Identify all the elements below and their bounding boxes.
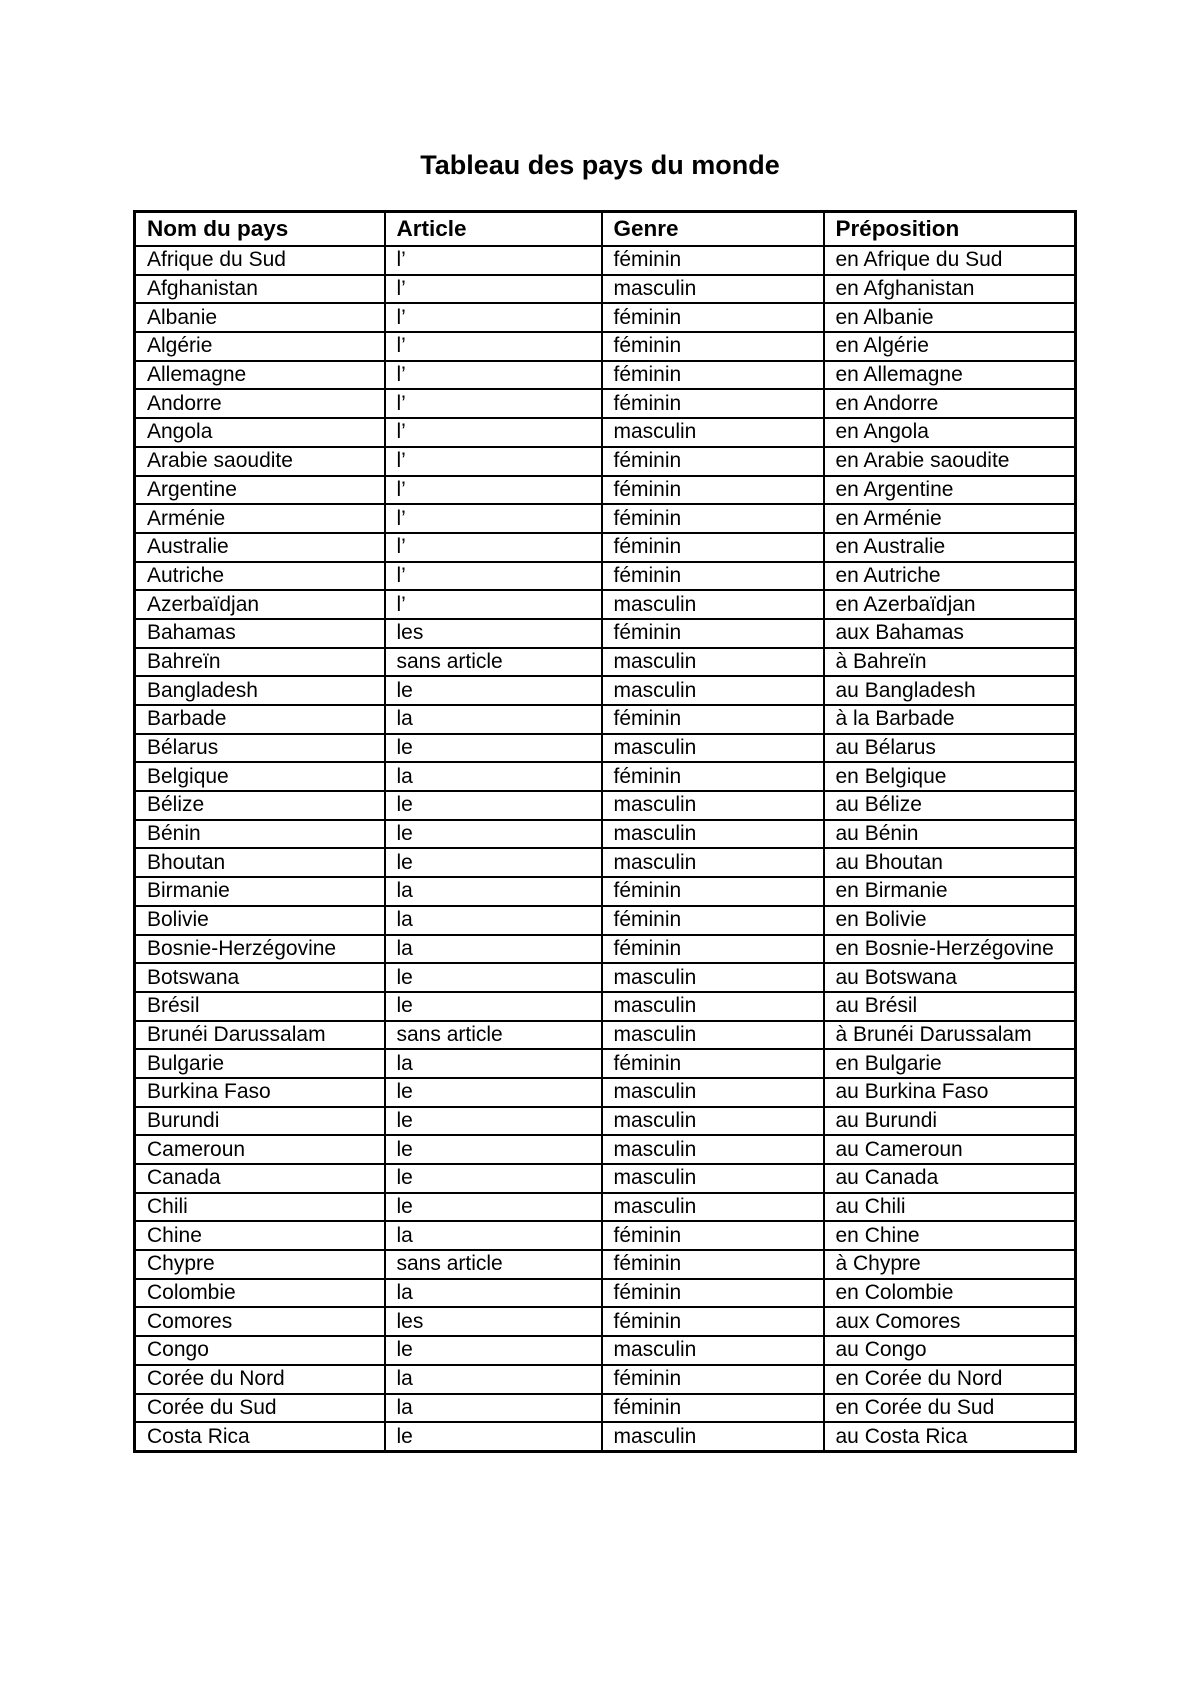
article-cell: l’ bbox=[385, 361, 602, 390]
article-cell: les bbox=[385, 619, 602, 648]
table-row bbox=[135, 476, 1076, 505]
preposition-cell: en Chine bbox=[824, 1221, 1076, 1250]
article-cell: le bbox=[385, 1422, 602, 1451]
table-row bbox=[135, 1279, 1076, 1308]
table-row bbox=[135, 734, 1076, 763]
country-name-cell: Argentine bbox=[135, 476, 385, 505]
header-preposition: Préposition bbox=[824, 212, 1076, 247]
preposition-cell: en Afrique du Sud bbox=[824, 246, 1076, 275]
gender-cell: masculin bbox=[602, 418, 824, 447]
document-title: Tableau des pays du monde bbox=[420, 150, 780, 180]
gender-cell: masculin bbox=[602, 648, 824, 677]
gender-cell: féminin bbox=[602, 1250, 824, 1279]
country-name-cell: Bénin bbox=[135, 820, 385, 849]
gender-cell: féminin bbox=[602, 504, 824, 533]
preposition-cell: en Azerbaïdjan bbox=[824, 590, 1076, 619]
gender-cell: féminin bbox=[602, 935, 824, 964]
gender-cell: masculin bbox=[602, 1107, 824, 1136]
table-row bbox=[135, 275, 1076, 304]
gender-cell: féminin bbox=[602, 332, 824, 361]
preposition-cell: aux Comores bbox=[824, 1307, 1076, 1336]
article-cell: le bbox=[385, 1193, 602, 1222]
preposition-cell: au Canada bbox=[824, 1164, 1076, 1193]
country-name-cell: Chine bbox=[135, 1221, 385, 1250]
article-cell: le bbox=[385, 848, 602, 877]
preposition-cell: au Bénin bbox=[824, 820, 1076, 849]
gender-cell: masculin bbox=[602, 1422, 824, 1451]
preposition-cell: au Burundi bbox=[824, 1107, 1076, 1136]
table-row bbox=[135, 303, 1076, 332]
gender-cell: féminin bbox=[602, 877, 824, 906]
preposition-cell: au Burkina Faso bbox=[824, 1078, 1076, 1107]
gender-cell: masculin bbox=[602, 1021, 824, 1050]
gender-cell: masculin bbox=[602, 590, 824, 619]
country-name-cell: Bolivie bbox=[135, 906, 385, 935]
gender-cell: féminin bbox=[602, 906, 824, 935]
article-cell: le bbox=[385, 1135, 602, 1164]
table-row bbox=[135, 1078, 1076, 1107]
preposition-cell: aux Bahamas bbox=[824, 619, 1076, 648]
country-name-cell: Albanie bbox=[135, 303, 385, 332]
article-cell: l’ bbox=[385, 447, 602, 476]
table-row bbox=[135, 1250, 1076, 1279]
country-name-cell: Colombie bbox=[135, 1279, 385, 1308]
table-row bbox=[135, 1193, 1076, 1222]
table-row bbox=[135, 1422, 1076, 1451]
gender-cell: féminin bbox=[602, 447, 824, 476]
article-cell: la bbox=[385, 705, 602, 734]
preposition-cell: en Bosnie-Herzégovine bbox=[824, 935, 1076, 964]
gender-cell: féminin bbox=[602, 1394, 824, 1423]
table-body bbox=[135, 246, 1076, 1451]
table-row bbox=[135, 533, 1076, 562]
country-name-cell: Belgique bbox=[135, 762, 385, 791]
gender-cell: masculin bbox=[602, 992, 824, 1021]
country-name-cell: Bosnie-Herzégovine bbox=[135, 935, 385, 964]
article-cell: le bbox=[385, 791, 602, 820]
article-cell: la bbox=[385, 1049, 602, 1078]
country-name-cell: Bhoutan bbox=[135, 848, 385, 877]
article-cell: l’ bbox=[385, 418, 602, 447]
preposition-cell: au Congo bbox=[824, 1336, 1076, 1365]
table-row bbox=[135, 590, 1076, 619]
preposition-cell: au Bélarus bbox=[824, 734, 1076, 763]
table-row bbox=[135, 1135, 1076, 1164]
gender-cell: masculin bbox=[602, 1078, 824, 1107]
gender-cell: féminin bbox=[602, 562, 824, 591]
country-name-cell: Corée du Sud bbox=[135, 1394, 385, 1423]
country-name-cell: Azerbaïdjan bbox=[135, 590, 385, 619]
article-cell: le bbox=[385, 820, 602, 849]
article-cell: sans article bbox=[385, 1021, 602, 1050]
preposition-cell: à Chypre bbox=[824, 1250, 1076, 1279]
preposition-cell: en Arabie saoudite bbox=[824, 447, 1076, 476]
preposition-cell: en Corée du Nord bbox=[824, 1365, 1076, 1394]
table-row bbox=[135, 648, 1076, 677]
preposition-cell: en Australie bbox=[824, 533, 1076, 562]
gender-cell: masculin bbox=[602, 275, 824, 304]
countries-table bbox=[133, 210, 1077, 1453]
article-cell: le bbox=[385, 734, 602, 763]
article-cell: l’ bbox=[385, 562, 602, 591]
table-row bbox=[135, 619, 1076, 648]
country-name-cell: Bahreïn bbox=[135, 648, 385, 677]
preposition-cell: en Bulgarie bbox=[824, 1049, 1076, 1078]
gender-cell: masculin bbox=[602, 820, 824, 849]
article-cell: le bbox=[385, 676, 602, 705]
article-cell: la bbox=[385, 762, 602, 791]
country-name-cell: Algérie bbox=[135, 332, 385, 361]
preposition-cell: en Arménie bbox=[824, 504, 1076, 533]
table-row bbox=[135, 676, 1076, 705]
gender-cell: masculin bbox=[602, 734, 824, 763]
gender-cell: féminin bbox=[602, 619, 824, 648]
gender-cell: féminin bbox=[602, 1049, 824, 1078]
country-name-cell: Angola bbox=[135, 418, 385, 447]
article-cell: l’ bbox=[385, 389, 602, 418]
table-row bbox=[135, 820, 1076, 849]
preposition-cell: au Bhoutan bbox=[824, 848, 1076, 877]
gender-cell: féminin bbox=[602, 1279, 824, 1308]
preposition-cell: en Algérie bbox=[824, 332, 1076, 361]
gender-cell: masculin bbox=[602, 848, 824, 877]
article-cell: le bbox=[385, 1336, 602, 1365]
preposition-cell: en Birmanie bbox=[824, 877, 1076, 906]
article-cell: la bbox=[385, 1394, 602, 1423]
header-gender: Genre bbox=[602, 212, 824, 247]
country-name-cell: Chypre bbox=[135, 1250, 385, 1279]
article-cell: l’ bbox=[385, 533, 602, 562]
table-row bbox=[135, 246, 1076, 275]
table-row bbox=[135, 332, 1076, 361]
country-name-cell: Arménie bbox=[135, 504, 385, 533]
table-row bbox=[135, 762, 1076, 791]
article-cell: les bbox=[385, 1307, 602, 1336]
country-name-cell: Corée du Nord bbox=[135, 1365, 385, 1394]
country-name-cell: Bélarus bbox=[135, 734, 385, 763]
table-row bbox=[135, 361, 1076, 390]
gender-cell: féminin bbox=[602, 476, 824, 505]
gender-cell: masculin bbox=[602, 791, 824, 820]
country-name-cell: Afrique du Sud bbox=[135, 246, 385, 275]
header-country-name: Nom du pays bbox=[135, 212, 385, 247]
preposition-cell: en Argentine bbox=[824, 476, 1076, 505]
preposition-cell: au Chili bbox=[824, 1193, 1076, 1222]
country-name-cell: Andorre bbox=[135, 389, 385, 418]
country-name-cell: Bangladesh bbox=[135, 676, 385, 705]
country-name-cell: Comores bbox=[135, 1307, 385, 1336]
preposition-cell: à la Barbade bbox=[824, 705, 1076, 734]
gender-cell: féminin bbox=[602, 246, 824, 275]
country-name-cell: Costa Rica bbox=[135, 1422, 385, 1451]
article-cell: le bbox=[385, 1078, 602, 1107]
gender-cell: masculin bbox=[602, 1336, 824, 1365]
table-row bbox=[135, 963, 1076, 992]
country-name-cell: Allemagne bbox=[135, 361, 385, 390]
country-name-cell: Australie bbox=[135, 533, 385, 562]
table-row bbox=[135, 935, 1076, 964]
article-cell: l’ bbox=[385, 303, 602, 332]
table-header-row bbox=[135, 212, 1076, 247]
table-row bbox=[135, 1336, 1076, 1365]
table-row bbox=[135, 1221, 1076, 1250]
preposition-cell: en Corée du Sud bbox=[824, 1394, 1076, 1423]
table-row bbox=[135, 1021, 1076, 1050]
table-row bbox=[135, 389, 1076, 418]
country-name-cell: Bulgarie bbox=[135, 1049, 385, 1078]
preposition-cell: en Angola bbox=[824, 418, 1076, 447]
preposition-cell: au Costa Rica bbox=[824, 1422, 1076, 1451]
preposition-cell: à Bahreïn bbox=[824, 648, 1076, 677]
gender-cell: féminin bbox=[602, 533, 824, 562]
preposition-cell: au Bélize bbox=[824, 791, 1076, 820]
gender-cell: féminin bbox=[602, 303, 824, 332]
article-cell: le bbox=[385, 1164, 602, 1193]
article-cell: l’ bbox=[385, 476, 602, 505]
gender-cell: masculin bbox=[602, 676, 824, 705]
gender-cell: masculin bbox=[602, 1135, 824, 1164]
article-cell: sans article bbox=[385, 648, 602, 677]
country-name-cell: Botswana bbox=[135, 963, 385, 992]
country-name-cell: Burundi bbox=[135, 1107, 385, 1136]
table-row bbox=[135, 447, 1076, 476]
table-row bbox=[135, 848, 1076, 877]
gender-cell: masculin bbox=[602, 963, 824, 992]
preposition-cell: en Andorre bbox=[824, 389, 1076, 418]
table-row bbox=[135, 1307, 1076, 1336]
gender-cell: masculin bbox=[602, 1164, 824, 1193]
preposition-cell: en Belgique bbox=[824, 762, 1076, 791]
table-row bbox=[135, 418, 1076, 447]
gender-cell: féminin bbox=[602, 389, 824, 418]
header-article: Article bbox=[385, 212, 602, 247]
article-cell: l’ bbox=[385, 332, 602, 361]
country-name-cell: Chili bbox=[135, 1193, 385, 1222]
table-row bbox=[135, 1049, 1076, 1078]
preposition-cell: en Allemagne bbox=[824, 361, 1076, 390]
country-name-cell: Canada bbox=[135, 1164, 385, 1193]
article-cell: l’ bbox=[385, 246, 602, 275]
article-cell: le bbox=[385, 992, 602, 1021]
table-row bbox=[135, 906, 1076, 935]
country-name-cell: Brésil bbox=[135, 992, 385, 1021]
gender-cell: féminin bbox=[602, 1307, 824, 1336]
article-cell: l’ bbox=[385, 504, 602, 533]
article-cell: sans article bbox=[385, 1250, 602, 1279]
preposition-cell: au Brésil bbox=[824, 992, 1076, 1021]
country-name-cell: Brunéi Darussalam bbox=[135, 1021, 385, 1050]
gender-cell: féminin bbox=[602, 762, 824, 791]
country-name-cell: Congo bbox=[135, 1336, 385, 1365]
preposition-cell: en Autriche bbox=[824, 562, 1076, 591]
preposition-cell: en Albanie bbox=[824, 303, 1076, 332]
article-cell: le bbox=[385, 1107, 602, 1136]
country-name-cell: Bélize bbox=[135, 791, 385, 820]
gender-cell: féminin bbox=[602, 361, 824, 390]
table-row bbox=[135, 992, 1076, 1021]
table-row bbox=[135, 1164, 1076, 1193]
table-row bbox=[135, 877, 1076, 906]
table-row bbox=[135, 1394, 1076, 1423]
article-cell: l’ bbox=[385, 275, 602, 304]
article-cell: la bbox=[385, 877, 602, 906]
article-cell: la bbox=[385, 1365, 602, 1394]
article-cell: la bbox=[385, 906, 602, 935]
preposition-cell: au Botswana bbox=[824, 963, 1076, 992]
country-name-cell: Afghanistan bbox=[135, 275, 385, 304]
article-cell: l’ bbox=[385, 590, 602, 619]
country-name-cell: Autriche bbox=[135, 562, 385, 591]
country-name-cell: Barbade bbox=[135, 705, 385, 734]
article-cell: la bbox=[385, 1279, 602, 1308]
table-row bbox=[135, 504, 1076, 533]
country-name-cell: Arabie saoudite bbox=[135, 447, 385, 476]
preposition-cell: en Colombie bbox=[824, 1279, 1076, 1308]
preposition-cell: au Bangladesh bbox=[824, 676, 1076, 705]
gender-cell: féminin bbox=[602, 1365, 824, 1394]
country-name-cell: Burkina Faso bbox=[135, 1078, 385, 1107]
preposition-cell: en Afghanistan bbox=[824, 275, 1076, 304]
table-row bbox=[135, 791, 1076, 820]
article-cell: le bbox=[385, 963, 602, 992]
table-row bbox=[135, 705, 1076, 734]
country-name-cell: Bahamas bbox=[135, 619, 385, 648]
article-cell: la bbox=[385, 1221, 602, 1250]
country-name-cell: Birmanie bbox=[135, 877, 385, 906]
gender-cell: masculin bbox=[602, 1193, 824, 1222]
gender-cell: féminin bbox=[602, 705, 824, 734]
table-row bbox=[135, 1365, 1076, 1394]
gender-cell: féminin bbox=[602, 1221, 824, 1250]
preposition-cell: à Brunéi Darussalam bbox=[824, 1021, 1076, 1050]
table-row bbox=[135, 1107, 1076, 1136]
preposition-cell: au Cameroun bbox=[824, 1135, 1076, 1164]
table-row bbox=[135, 562, 1076, 591]
article-cell: la bbox=[385, 935, 602, 964]
country-name-cell: Cameroun bbox=[135, 1135, 385, 1164]
preposition-cell: en Bolivie bbox=[824, 906, 1076, 935]
